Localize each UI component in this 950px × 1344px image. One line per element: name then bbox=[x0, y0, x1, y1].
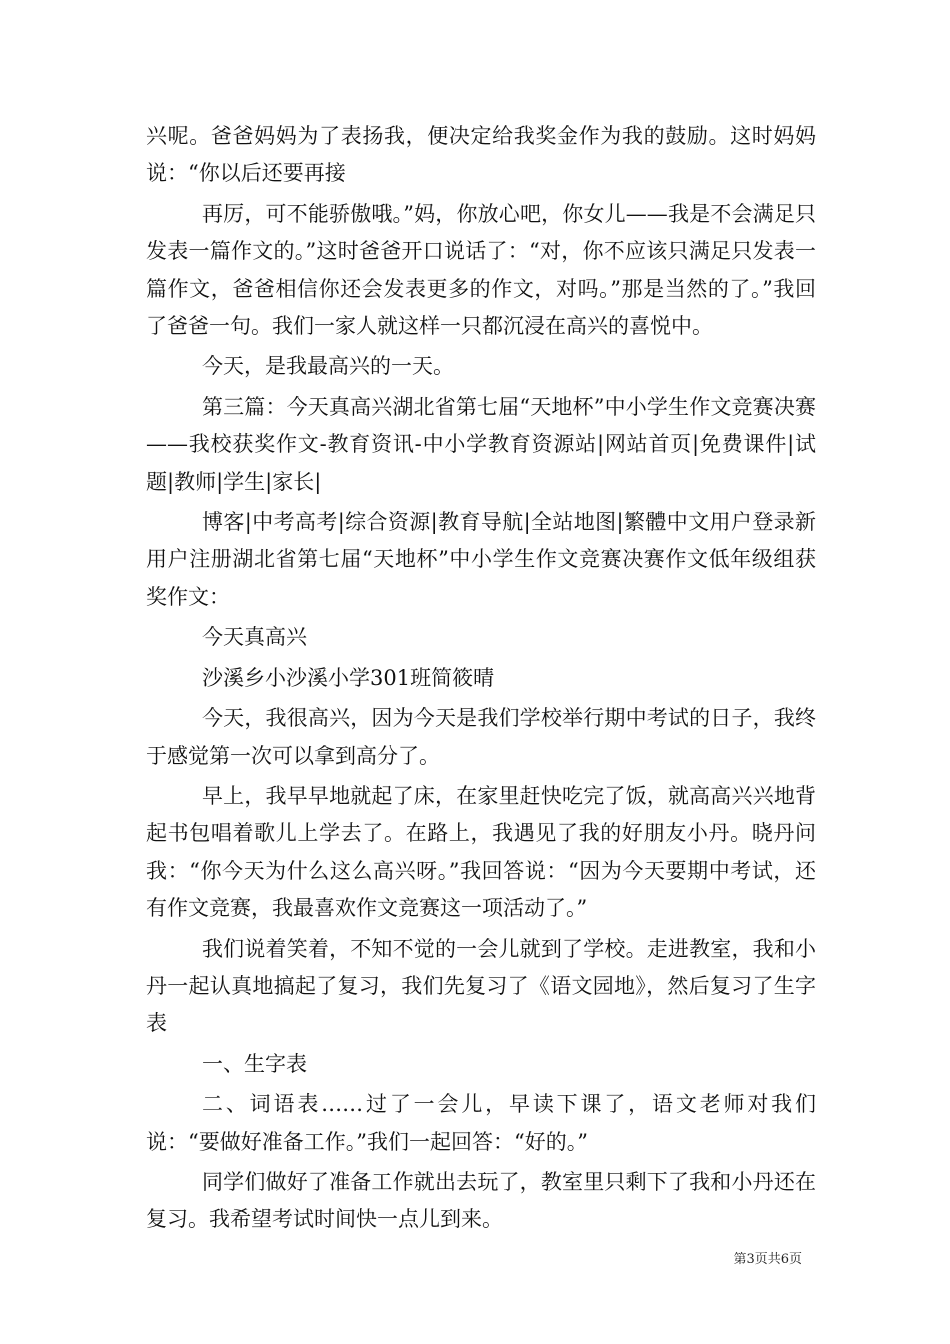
paragraph-mom-reply: 再厉，可不能骄傲哦。”妈，你放心吧，你女儿——我是不会满足只发表一篇作文的。”这时爸爸开口说话了：“对，你不应该只满足只发表一篇作文，爸爸相信你还会发表更多的作文，对吗。”那是当然的了。”我回了爸爸一句。我们一家人就这样一只都沉浸在高兴的喜悦中。 bbox=[146, 201, 816, 339]
list-item-character-table: 一、生字表 bbox=[202, 1051, 307, 1076]
page-indicator: 第3页共6页 bbox=[733, 1252, 802, 1267]
paragraph-continued-praise: 兴呢。爸爸妈妈为了表扬我，便决定给我奖金作为我的鼓励。这时妈妈说：“你以后还要再接 bbox=[146, 124, 816, 186]
paragraph-happiest-day: 今天，是我最高兴的一天。 bbox=[202, 354, 454, 379]
paragraph-exam-day: 今天，我很高兴，因为今天是我们学校举行期中考试的日子，我终于感觉第一次可以拿到高分了。 bbox=[146, 706, 816, 768]
paragraph-preparation: 同学们做好了准备工作就出去玩了，教室里只剩下了我和小丹还在复习。我希望考试时间快一点儿到来。 bbox=[146, 1169, 816, 1232]
list-item-vocabulary-table: 二、词语表……过了一会儿，早读下课了，语文老师对我们说：“要做好准备工作。”我们一起回答：“好的。” bbox=[146, 1092, 816, 1154]
paragraph-site-navigation: 博客|中考高考|综合资源|教育导航|全站地图|繁體中文用户登录新用户注册湖北省第七届“天地杯”中小学生作文竞赛决赛作文低年级组获奖作文： bbox=[146, 510, 816, 609]
paragraph-third-article-heading: 第三篇：今天真高兴湖北省第七届“天地杯”中小学生作文竞赛决赛——我校获奖作文-教育资讯-中小学教育资源站|网站首页|免费课件|试题|教师|学生|家长| bbox=[146, 394, 816, 494]
paragraph-arrive-school: 我们说着笑着，不知不觉的一会儿就到了学校。走进教室，我和小丹一起认真地搞起了复习，我们先复习了《语文园地》，然后复习了生字表 bbox=[146, 936, 816, 1036]
essay-author: 沙溪乡小沙溪小学301班简筱晴 bbox=[202, 665, 495, 690]
document-body bbox=[146, 118, 816, 1239]
paragraph-morning: 早上，我早早地就起了床，在家里赶快吃完了饭，就高高兴兴地背起书包唱着歌儿上学去了。在路上，我遇见了我的好朋友小丹。晓丹问我：“你今天为什么这么高兴呀。”我回答说：“因为今天要期中考试，还有作文竞赛，我最喜欢作文竞赛这一项活动了。” bbox=[146, 783, 816, 921]
essay-title: 今天真高兴 bbox=[202, 625, 307, 650]
